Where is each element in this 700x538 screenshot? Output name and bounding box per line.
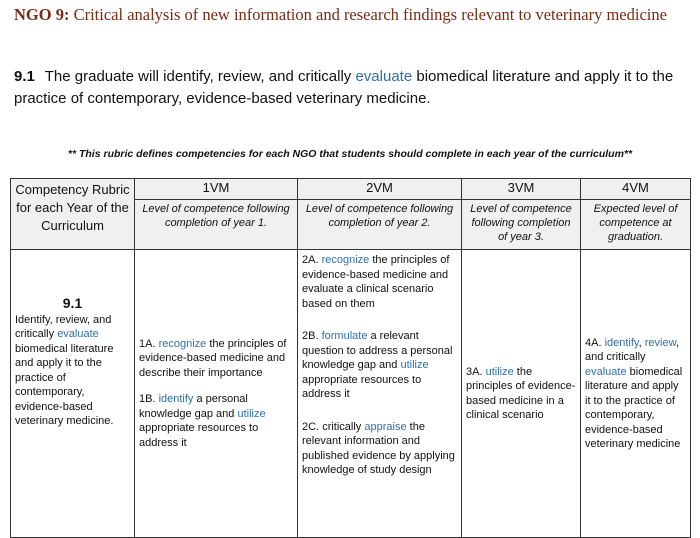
- header-1vm: [135, 179, 298, 250]
- year-label: 3VM: [462, 179, 580, 200]
- competency-text: the principles of evidence-based medicine and evaluate a clinical scenario based on them: [302, 254, 450, 310]
- competency-keyword: evaluate: [585, 365, 627, 378]
- competency-rubric-table: [10, 178, 691, 538]
- competency-text: a personal knowledge gap and: [139, 393, 248, 420]
- level-text: Level of competence following completion of year 2.: [305, 203, 454, 229]
- year-label: 4VM: [581, 179, 690, 200]
- competency-text: appropriate resources to address it: [139, 422, 259, 449]
- cell-1vm: [135, 250, 298, 538]
- competency-code: 2C.: [302, 420, 320, 433]
- competency-text: biomedical literature and apply it to the practice of contemporary, evidence-based veterinary medicine.: [15, 342, 114, 427]
- cell-competency-9-1: [11, 250, 135, 538]
- competency-keyword: evaluate: [57, 328, 99, 340]
- level-text: Level of competence following completion of year 1.: [142, 203, 290, 229]
- competency-3a: [466, 365, 576, 423]
- cell-3vm: [462, 250, 581, 538]
- objective-statement: [14, 66, 686, 110]
- competency-keyword: identify: [604, 336, 639, 349]
- cell-4vm: [581, 250, 691, 538]
- objective-text-after: biomedical literature and apply it to the practice of contemporary, evidence-based veterinary medicine.: [14, 68, 674, 107]
- objective-number: 9.1: [14, 68, 35, 85]
- competency-keyword: identify: [158, 393, 194, 406]
- year-label: 1VM: [135, 179, 297, 200]
- competency-code: 2A.: [302, 254, 319, 266]
- table-header-row: [11, 179, 691, 250]
- ngo-text: Critical analysis of new information and research findings relevant to veterinary medicine: [73, 5, 667, 24]
- ngo-label: NGO 9:: [14, 5, 70, 24]
- ngo-title: [14, 4, 686, 26]
- competency-keyword: utilize: [400, 359, 429, 371]
- competency-text: a relevant question to address a personal knowledge gap and: [302, 330, 453, 371]
- competency-2b: [302, 329, 457, 402]
- competency-text: appropriate resources to address it: [302, 373, 422, 400]
- competency-code: 1A.: [139, 337, 156, 350]
- header-3vm: [462, 179, 581, 250]
- level-text: Expected level of competence at graduation.: [593, 203, 678, 243]
- competency-2a: [302, 253, 457, 311]
- competency-keyword: recognize: [321, 254, 370, 266]
- competency-text: the relevant information and published evidence by applying knowledge of study design: [302, 420, 455, 476]
- rubric-note: ** This rubric defines competencies for each NGO that students should complete in each year of the curriculum**: [67, 148, 633, 160]
- competency-text: ,: [638, 336, 642, 349]
- competency-text: , and critically: [585, 336, 679, 363]
- competency-keyword: formulate: [321, 330, 368, 342]
- level-text: Level of competence following completion of year 3.: [470, 203, 572, 243]
- competency-number: 9.1: [62, 295, 83, 311]
- competency-code: 4A.: [585, 336, 602, 349]
- cell-2vm: [298, 250, 462, 538]
- competency-keyword: recognize: [158, 337, 207, 350]
- competency-code: 3A.: [466, 365, 483, 378]
- competency-code: 1B.: [139, 393, 156, 406]
- competency-text: the principles of evidence-based medicine and describe their importance: [139, 337, 287, 379]
- header-2vm: [298, 179, 462, 250]
- objective-text-before: The graduate will identify, review, and critically: [44, 68, 352, 85]
- header-competency-rubric: Competency Rubric for each Year of the Curriculum: [11, 179, 135, 250]
- header-4vm: [581, 179, 691, 250]
- competency-text: critically: [322, 420, 362, 433]
- competency-text: the principles of evidence-based medicine in a clinical scenario: [466, 365, 576, 421]
- year-label: 2VM: [298, 179, 461, 200]
- competency-keyword: utilize: [485, 365, 514, 378]
- competency-keyword: utilize: [237, 407, 266, 420]
- competency-text: biomedical literature and apply it to the practice of contemporary, evidence-based veterinary medicine: [585, 365, 683, 450]
- competency-1b: [139, 392, 293, 450]
- competency-text: Identify, review, and critically: [15, 313, 112, 340]
- table-body-row: [11, 250, 691, 538]
- competency-code: 2B.: [302, 330, 319, 342]
- competency-2c: [302, 420, 457, 478]
- competency-keyword: review: [644, 336, 676, 349]
- competency-4a: [585, 336, 686, 452]
- objective-keyword: evaluate: [355, 68, 413, 85]
- competency-keyword: appraise: [364, 420, 407, 433]
- competency-1a: [139, 337, 293, 381]
